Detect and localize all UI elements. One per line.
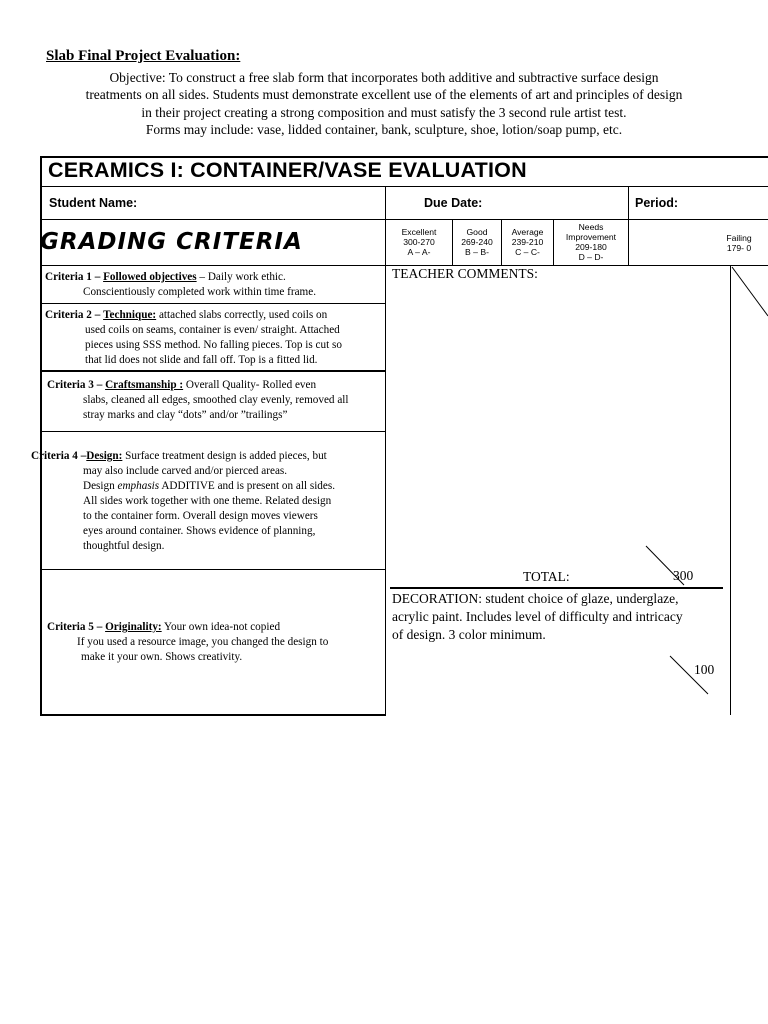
grade-average: Average 239-210 C – C- <box>511 227 544 257</box>
criteria-3: Criteria 3 – Craftsmanship : Overall Quality- Rolled even slabs, cleaned all edges, smoothed clay evenly, removed all stray marks and clay “dots” and/or ”trailings” <box>47 379 349 421</box>
decoration-criteria: DECORATION: student choice of glaze, underglaze, acrylic paint. Includes level of difficulty and intricacy of design. 3 color minimum. <box>392 591 683 642</box>
student-name-label: Student Name: <box>49 196 138 210</box>
grade-good: Good 269-240 B – B- <box>461 227 493 257</box>
objective-line: Objective: To construct a free slab form that incorporates both additive and subtractive surface design <box>109 70 659 85</box>
grade-failing: Failing 179- 0 <box>726 233 752 253</box>
teacher-comments-label: TEACHER COMMENTS: <box>392 266 538 281</box>
criteria-5: Criteria 5 – Originality: Your own idea-not copied If you used a resource image, you changed the design to make it your own. Shows creativity. <box>47 621 329 663</box>
due-date-label: Due Date: <box>424 196 483 210</box>
table-title: CERAMICS I: CONTAINER/VASE EVALUATION <box>48 158 527 182</box>
objective-line: Forms may include: vase, lidded container, bank, sculpture, shoe, lotion/soap pump, etc. <box>145 121 623 137</box>
grading-criteria-label: GRADING CRITERIA <box>40 229 303 255</box>
objective-line: treatments on all sides. Students must demonstrate excellent use of the elements of art and principles of design <box>85 87 683 103</box>
criteria-4: Criteria 4 –Design: Surface treatment design is added pieces, but may also include carved and/or pierced areas. Design emphasis ADDITIVE and is present on all sides. All sides work together with one theme. Related design to the container form. Overall design moves viewers eyes around container. Shows evidence of planning, thoughtful design. <box>31 450 336 552</box>
failing-slash <box>732 267 768 316</box>
grade-excellent: Excellent 300-270 A – A- <box>401 227 437 257</box>
decoration-points: 100 <box>694 662 715 677</box>
grade-needs-improvement: Needs Improvement 209-180 D – D- <box>565 222 617 262</box>
criteria-2: Criteria 2 – Technique: attached slabs correctly, used coils on used coils on seams, container is even/ straight. Attached pieces using SSS method. No falling pieces. Top is cut so that lid does not slide and fall off. Top is a fitted lid. <box>45 309 342 366</box>
page-title: Slab Final Project Evaluation: <box>46 48 241 64</box>
total-points: 300 <box>673 568 694 583</box>
period-label: Period: <box>635 196 679 210</box>
objective-line: in their project creating a strong composition and must satisfy the 3 second rule artist test. <box>141 104 627 120</box>
criteria-1: Criteria 1 – Followed objectives – Daily work ethic. Conscientiously completed work within time frame. <box>45 271 317 298</box>
total-label: TOTAL: <box>523 569 570 584</box>
